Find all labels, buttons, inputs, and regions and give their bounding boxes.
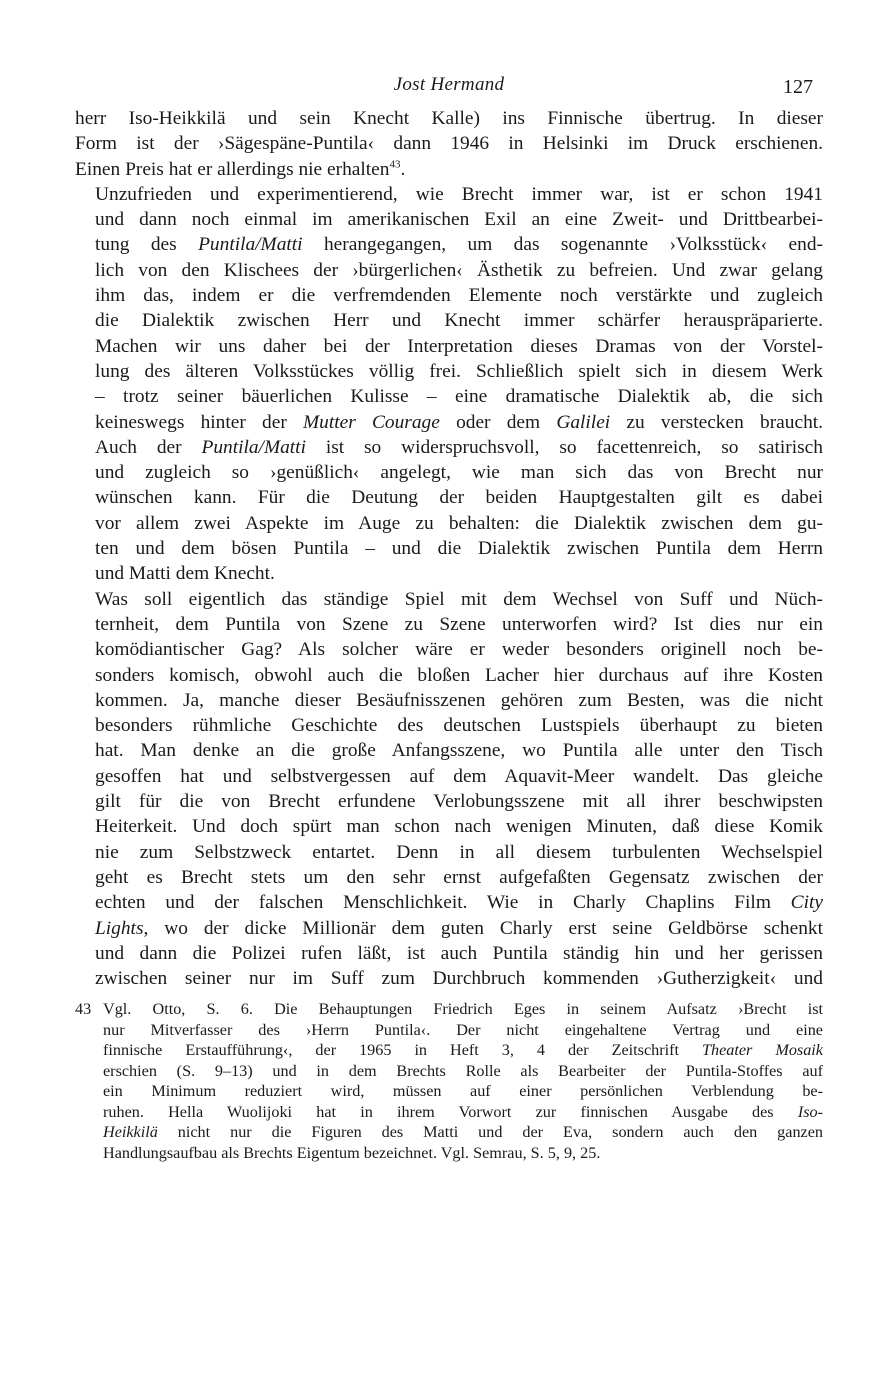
text-line: zwischen seiner nur im Suff zum Durchbruch kommenden ›Gutherzigkeit‹ und [95, 968, 823, 990]
text-line: ternheit, dem Puntila von Szene zu Szene unterworfen wird? Ist dies nur ein [95, 613, 823, 635]
paragraph-1 [75, 106, 823, 182]
italic-segment: Iso- [797, 1102, 823, 1121]
text-segment: finnische Erstaufführung‹, der 1965 in Heft 3, 4 der Zeitschrift [103, 1041, 702, 1060]
book-page [75, 70, 823, 1163]
italic-segment: Mutter Courage [303, 411, 440, 433]
text-line: nur Mitverfasser des ›Herrn Puntila‹. Der nicht eingehaltene Vertrag und eine [103, 1020, 823, 1039]
footnote-body [103, 999, 823, 1163]
text-segment: ruhen. Hella Wuolijoki hat in ihrem Vorwort zur finnischen Ausgabe des [103, 1102, 798, 1121]
text-line: Machen wir uns daher bei der Interpretation dieses Dramas von der Vorstel- [95, 335, 823, 357]
text-segment: zu verstecken braucht. [610, 411, 823, 433]
text-line: Handlungsaufbau als Brechts Eigentum bezeichnet. Vgl. Semrau, S. 5, 9, 25. [103, 1143, 601, 1162]
footnotes [75, 999, 823, 1163]
text-segment: herangegangen, um das sogenannte ›Volksstück‹ end- [302, 234, 823, 256]
text-line [75, 890, 823, 915]
text-line: Heiterkeit. Und doch spürt man schon nach wenigen Minuten, daß diese Komik [95, 816, 823, 838]
text-line [103, 1102, 823, 1123]
text-line: gesoffen hat und selbstvergessen auf dem Aquavit-Meer wandelt. Das gleiche [95, 765, 823, 787]
text-line [75, 410, 823, 435]
text-line [103, 1040, 823, 1061]
text-line: komödiantischer Gag? Als solcher wäre er weder besonders originell noch be- [95, 639, 823, 661]
text-segment: ist so widerspruchsvoll, so facettenreich, so satirisch [305, 436, 823, 458]
body-text [75, 106, 823, 991]
footnote-number: 43 [75, 1000, 92, 1019]
text-line: erschien (S. 9–13) und in dem Brechts Rolle als Bearbeiter der Puntila-Stoffes auf [103, 1061, 823, 1080]
text-line: besonders rühmliche Geschichte des deutschen Lustspiels überhaupt zu bieten [95, 715, 823, 737]
running-head-author: Jost Hermand [393, 74, 505, 95]
footnote-43 [75, 999, 823, 1163]
italic-segment: Heikkilä [103, 1123, 158, 1142]
text-segment: keineswegs hinter der [95, 411, 303, 433]
text-line [75, 232, 823, 257]
text-line: ihm das, indem er die verfremdenden Elemente noch verstärkte und zugleich [95, 285, 823, 307]
italic-segment: Puntila/Matti [198, 234, 303, 256]
text-line [75, 435, 823, 460]
text-line: gilt für die von Brecht erfundene Verlobungsszene mit all ihrer beschwipsten [95, 791, 823, 813]
text-line: kommen. Ja, manche dieser Besäufnisszenen gehören zum Besten, was die nicht [95, 689, 823, 711]
text-line: vor allem zwei Aspekte im Auge zu behalten: die Dialektik zwischen dem gu- [95, 512, 823, 534]
text-line: und dann noch einmal im amerikanischen Exil an eine Zweit- und Drittbearbei- [95, 209, 823, 231]
text-segment: tung des [95, 234, 199, 256]
text-line: Form ist der ›Sägespäne-Puntila‹ dann 1946 in Helsinki im Druck erschienen. [75, 133, 823, 155]
text-segment: echten und der falschen Menschlichkeit. Wie in Charly Chaplins Film [95, 892, 791, 914]
italic-segment: Theater Mosaik [702, 1041, 823, 1060]
text-line: und zugleich so ›genüßlich‹ angelegt, wie man sich das von Brecht nur [95, 462, 823, 484]
text-line [103, 1122, 823, 1143]
text-segment: , wo der dicke Millionär dem guten Charly erst seine Geldbörse schenkt [143, 917, 823, 939]
text-line: – trotz seiner bäuerlichen Kulisse – eine dramatische Dialektik ab, die sich [95, 386, 823, 408]
running-head [75, 70, 823, 106]
text-line: ein Minimum reduziert wird, müssen auf einer persönlichen Verblendung be- [103, 1082, 823, 1101]
italic-segment: Lights [95, 917, 144, 939]
text-segment: nicht nur die Figuren des Matti und der Eva, sondern auch den ganzen [157, 1123, 823, 1142]
page-number: 127 [783, 76, 813, 98]
text-line: sonders komisch, obwohl auch die bloßen Lacher hier durchaus auf ihre Kosten [95, 664, 823, 686]
text-segment: oder dem [439, 411, 557, 433]
text-line: nie zum Selbstzweck entartet. Denn in all diesem turbulenten Wechselspiel [95, 841, 823, 863]
text-line: und Matti dem Knecht. [95, 563, 275, 585]
text-line: Vgl. Otto, S. 6. Die Behauptungen Friedrich Eges in seinem Aufsatz ›Brecht ist [103, 1000, 823, 1019]
paragraph-3 [75, 587, 823, 992]
text-line: lung des älteren Volksstückes völlig frei. Schließlich spielt sich in diesem Werk [95, 360, 823, 382]
italic-segment: Galilei [556, 411, 611, 433]
footnote-reference: 43 [389, 158, 401, 171]
text-line: Was soll eigentlich das ständige Spiel mit dem Wechsel von Suff und Nüch- [95, 588, 823, 610]
text-line [75, 916, 823, 941]
text-line: die Dialektik zwischen Herr und Knecht immer schärfer herauspräparierte. [95, 310, 823, 332]
text-line: und dann die Polizei rufen läßt, ist auch Puntila ständig hin und her gerissen [95, 942, 823, 964]
text-line: wünschen kann. Für die Deutung der beiden Hauptgestalten gilt es dabei [95, 487, 823, 509]
text-segment: Einen Preis hat er allerdings nie erhalten [75, 158, 390, 180]
text-line: herr Iso-Heikkilä und sein Knecht Kalle) ins Finnische übertrug. In dieser [75, 108, 823, 129]
italic-segment: City [790, 892, 823, 914]
text-line: ten und dem bösen Puntila – und die Dialektik zwischen Puntila dem Herrn [95, 538, 823, 560]
text-segment: . [400, 158, 406, 180]
text-line [75, 157, 823, 182]
italic-segment: Puntila/Matti [201, 436, 306, 458]
text-line: hat. Man denke an die große Anfangsszene, wo Puntila alle unter den Tisch [95, 740, 823, 762]
text-segment: Auch der [95, 436, 202, 458]
text-line: lich von den Klischees der ›bürgerlichen‹ Ästhetik zu befreien. Und zwar gelang [95, 259, 823, 281]
text-line: Unzufrieden und experimentierend, wie Brecht immer war, ist er schon 1941 [95, 183, 823, 205]
text-line: geht es Brecht stets um den sehr ernst aufgefaßten Gegensatz zwischen der [95, 866, 823, 888]
paragraph-2 [75, 182, 823, 587]
